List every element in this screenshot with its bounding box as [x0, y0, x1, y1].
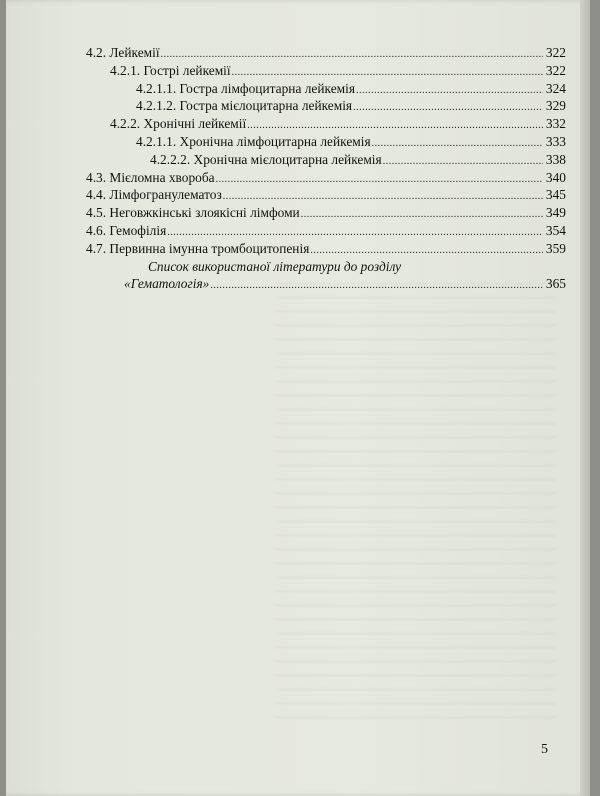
dot-leader	[383, 153, 543, 171]
toc-entry-page: 349	[545, 205, 566, 221]
references-page: 365	[545, 276, 566, 292]
toc-entry-label: 4.2.1.1. Хронічна лімфоцитарна лейкемія	[136, 133, 371, 149]
dot-leader	[301, 206, 543, 224]
dot-leader	[310, 242, 543, 260]
references-title-line: Список використаної літератури до розділу	[148, 258, 402, 274]
toc-entry-page: 345	[545, 187, 566, 203]
toc-entry	[86, 169, 566, 187]
toc-entry	[86, 62, 566, 80]
dot-leader	[353, 99, 543, 117]
dot-leader	[356, 82, 543, 100]
page-edge	[580, 0, 590, 796]
dot-leader	[372, 135, 543, 153]
toc-entry	[86, 204, 566, 222]
toc-entry-label: 4.2.2.2. Хронічна мієлоцитарна лейкемія	[150, 151, 382, 167]
toc-entry	[86, 115, 566, 133]
toc-entry-page: 359	[545, 240, 566, 256]
toc-entry-label: 4.7. Первинна імунна тромбоцитопенія	[86, 240, 310, 256]
toc-entry-page: 354	[545, 222, 566, 238]
toc-entry-page: 324	[545, 80, 566, 96]
bleed-through-text	[276, 270, 556, 720]
toc-entry-page: 333	[545, 133, 566, 149]
dot-leader	[216, 171, 543, 189]
toc-entry-page: 332	[545, 116, 566, 132]
toc-entry-label: 4.2. Лейкемії	[86, 45, 160, 60]
toc-entry-page: 322	[545, 45, 566, 60]
toc-entry-page: 329	[545, 98, 566, 114]
references-title-continued: «Гематологія»	[124, 276, 210, 292]
dot-leader	[210, 277, 543, 295]
page-number: 5	[541, 742, 548, 757]
toc-entry	[86, 222, 566, 240]
toc-entry	[86, 151, 566, 169]
toc-entry-label: 4.5. Неговжкінські злоякісні лімфоми	[86, 205, 300, 221]
toc-entry	[86, 240, 566, 258]
toc-entry-label: 4.3. Мієломна хвороба	[86, 169, 215, 185]
toc-entry-label: 4.2.1. Гострі лейкемії	[110, 62, 231, 78]
toc-entry-page: 338	[545, 151, 566, 167]
toc-entry-label: 4.6. Гемофілія	[86, 222, 167, 238]
book-page	[6, 0, 590, 796]
toc-entry-references	[86, 275, 566, 293]
toc-entry	[86, 133, 566, 151]
toc-entry	[86, 80, 566, 98]
toc-entry-label: 4.4. Лімфогранулематоз	[86, 187, 222, 203]
toc-entry	[86, 186, 566, 204]
toc-entry-label: 4.2.2. Хронічні лейкемії	[110, 116, 247, 132]
toc-entry	[86, 97, 566, 115]
toc-entry-label: 4.2.1.2. Гостра мієлоцитарна лейкемія	[136, 98, 353, 114]
toc-entry	[86, 44, 566, 62]
table-of-contents	[86, 44, 566, 293]
toc-entry-label: 4.2.1.1. Гостра лімфоцитарна лейкемія	[136, 80, 356, 96]
toc-entry-page: 340	[545, 169, 566, 185]
toc-entry-page: 322	[545, 62, 566, 78]
